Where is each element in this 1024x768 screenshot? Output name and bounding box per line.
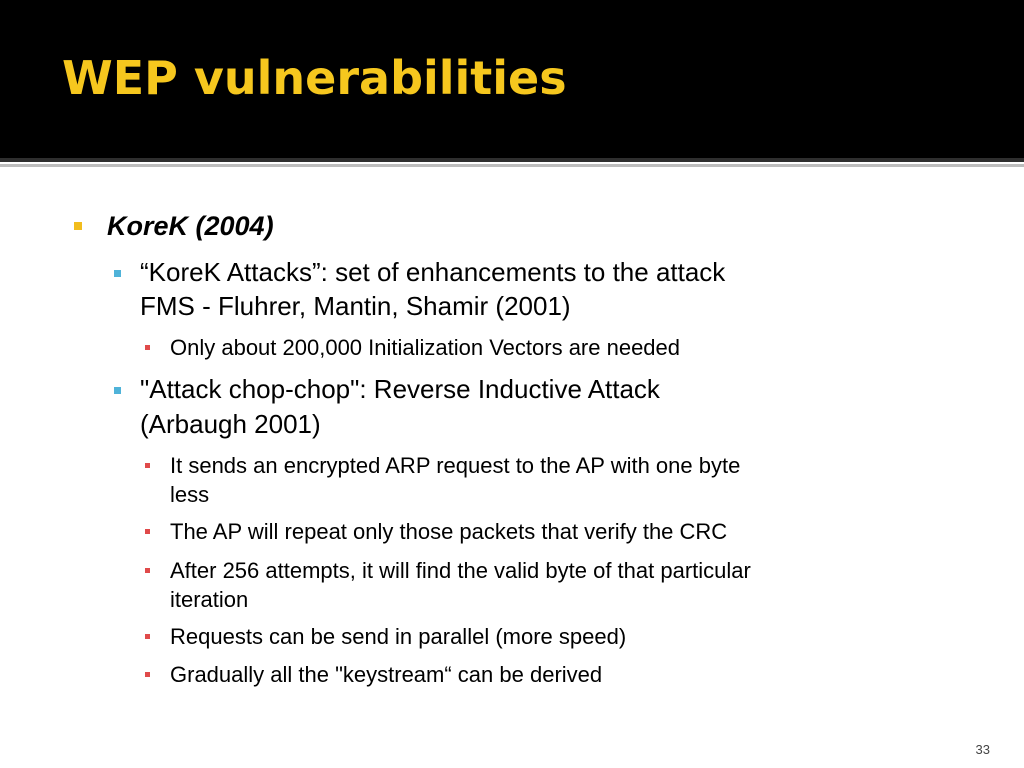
bullet-text: Requests can be send in parallel (more speed)	[170, 624, 627, 649]
square-bullet-icon	[145, 634, 150, 639]
square-bullet-icon	[145, 345, 150, 350]
bullet-text-line1: It sends an encrypted ARP request to the AP with one byte	[170, 453, 741, 478]
bullet-text: The AP will repeat only those packets that verify the CRC	[170, 519, 728, 544]
slide-number: 33	[975, 742, 990, 757]
bullet-text: KoreK (2004)	[107, 211, 274, 241]
square-bullet-icon	[145, 529, 150, 534]
square-bullet-icon	[114, 270, 121, 277]
square-bullet-icon	[145, 463, 150, 468]
bullet-text: Only about 200,000 Initialization Vectors are needed	[170, 335, 681, 360]
bullet-text-line2: iteration	[170, 587, 249, 612]
bullet-text-line2: less	[170, 482, 210, 507]
square-bullet-icon	[145, 672, 150, 677]
bullet-text-line1: After 256 attempts, it will find the valid byte of that particular	[170, 558, 751, 583]
bullet-text-line2: FMS - Fluhrer, Mantin, Shamir (2001)	[140, 291, 571, 321]
square-bullet-icon	[74, 222, 82, 230]
slide-title: WEP vulnerabilities	[62, 51, 567, 105]
bullet-text-line1: "Attack chop-chop": Reverse Inductive Attack	[140, 374, 660, 404]
bullet-text-line2: (Arbaugh 2001)	[140, 409, 321, 439]
bullet-text-line1: “KoreK Attacks”: set of enhancements to the attack	[140, 257, 726, 287]
square-bullet-icon	[114, 387, 121, 394]
bullet-text: Gradually all the "keystream“ can be derived	[170, 662, 603, 687]
square-bullet-icon	[145, 568, 150, 573]
